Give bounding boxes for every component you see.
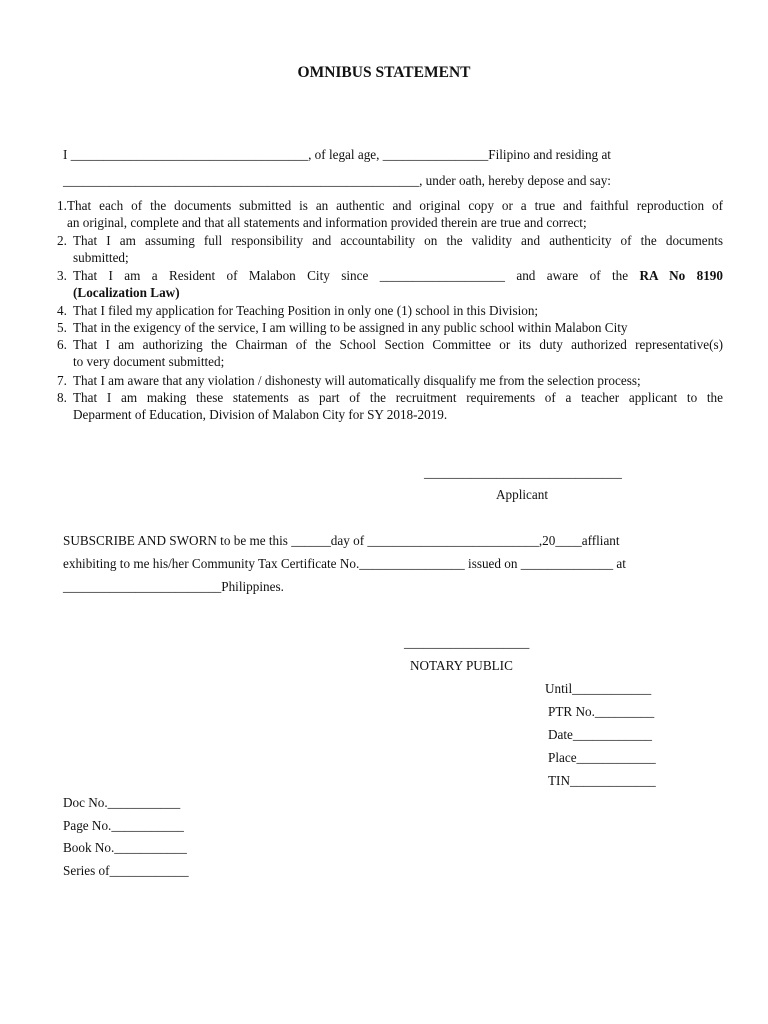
intro-line-1: I ____________________________________, of legal age, ________________Filipino and residing at [63, 147, 611, 162]
item-text-line: That in the exigency of the service, I am willing to be assigned in any public school within Malabon City [73, 320, 628, 335]
item-text-line: That I am aware that any violation / dishonesty will automatically disqualify me from the selection process; [73, 373, 641, 388]
series-field: Series of____________ [63, 863, 189, 878]
sworn-line-2: exhibiting to me his/her Community Tax Certificate No.________________ issued on ______________ at [63, 556, 626, 571]
item-number: 2. [57, 233, 67, 248]
notary-field-place: Place____________ [548, 750, 656, 765]
book-no-field: Book No.___________ [63, 840, 187, 855]
law-reference: RA No 8190 [639, 268, 723, 283]
item-number: 5. [57, 320, 67, 335]
document-title: OMNIBUS STATEMENT [297, 64, 471, 81]
notary-field-date: Date____________ [548, 727, 653, 742]
item-text: That I am a Resident of Malabon City since ___________________ and aware of the [73, 268, 640, 283]
item-text-line: Deparment of Education, Division of Malabon City for SY 2018-2019. [73, 407, 448, 422]
item-text-line: That I am making these statements as part of the recruitment requirements of a teacher applicant to the [73, 390, 723, 405]
item-text-line: submitted; [73, 250, 129, 265]
item-text-line: That I am assuming full responsibility and accountability on the validity and authenticity of the documents [73, 233, 723, 248]
intro-line-2: ______________________________________________________, under oath, hereby depose and say: [63, 173, 611, 188]
law-name: (Localization Law) [73, 285, 180, 300]
notary-field-until: Until____________ [545, 681, 652, 696]
item-number: 3. [57, 268, 67, 283]
item-number: 6. [57, 337, 67, 352]
item-number: 4. [57, 303, 67, 318]
item-text-line: That I filed my application for Teaching Position in only one (1) school in this Division; [73, 303, 539, 318]
notary-field-ptr: PTR No._________ [548, 704, 655, 719]
item-text-line: an original, complete and that all statements and information provided therein are true and correct; [67, 215, 587, 230]
item-number: 8. [57, 390, 67, 405]
applicant-signature-line: ______________________________ [424, 465, 622, 480]
item-text-line: to very document submitted; [73, 354, 225, 369]
item-text-line [73, 267, 723, 284]
item-number: 7. [57, 373, 67, 388]
notary-field-tin: TIN_____________ [548, 773, 656, 788]
notary-signature-line: ___________________ [404, 635, 530, 650]
sworn-line-3: ________________________Philippines. [63, 579, 284, 594]
item-text-line [73, 284, 723, 301]
doc-no-field: Doc No.___________ [63, 795, 181, 810]
notary-public-label: NOTARY PUBLIC [410, 658, 513, 673]
item-text-line: That I am authorizing the Chairman of the School Section Committee or its duty authorized representative(s) [73, 337, 723, 352]
sworn-line-1: SUBSCRIBE AND SWORN to be me this ______day of __________________________,20____affliant [63, 533, 620, 548]
item-text-line: That each of the documents submitted is an authentic and original copy or a true and faithful reproduction of [67, 198, 723, 213]
item-number: 1. [57, 198, 67, 213]
page-no-field: Page No.___________ [63, 818, 184, 833]
applicant-label: Applicant [496, 487, 549, 502]
